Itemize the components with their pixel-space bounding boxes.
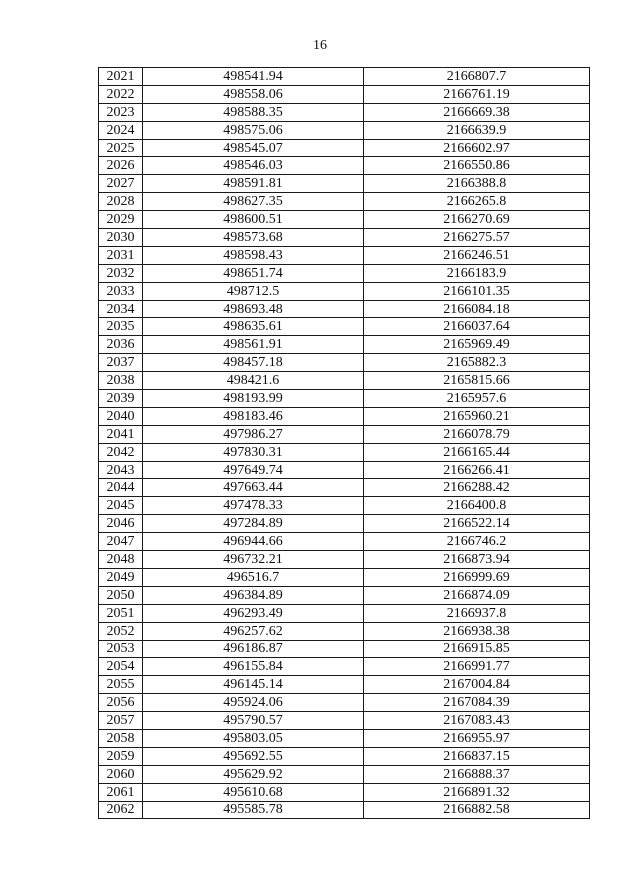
table-row — [99, 282, 590, 300]
point-number-cell: 2051 — [99, 604, 143, 622]
x-coordinate-cell: 495629.92 — [143, 765, 364, 783]
x-coordinate-cell: 498627.35 — [143, 193, 364, 211]
table-row — [99, 264, 590, 282]
y-coordinate-cell: 2167004.84 — [364, 676, 590, 694]
point-number-cell: 2052 — [99, 622, 143, 640]
y-coordinate-cell: 2166955.97 — [364, 729, 590, 747]
y-coordinate-cell: 2166891.32 — [364, 783, 590, 801]
table-row — [99, 103, 590, 121]
x-coordinate-cell: 498183.46 — [143, 407, 364, 425]
y-coordinate-cell: 2166265.8 — [364, 193, 590, 211]
point-number-cell: 2053 — [99, 640, 143, 658]
point-number-cell: 2039 — [99, 390, 143, 408]
y-coordinate-cell: 2166288.42 — [364, 479, 590, 497]
point-number-cell: 2025 — [99, 139, 143, 157]
x-coordinate-cell: 498545.07 — [143, 139, 364, 157]
y-coordinate-cell: 2166037.64 — [364, 318, 590, 336]
x-coordinate-cell: 497284.89 — [143, 515, 364, 533]
x-coordinate-cell: 498573.68 — [143, 229, 364, 247]
y-coordinate-cell: 2166761.19 — [364, 85, 590, 103]
point-number-cell: 2037 — [99, 354, 143, 372]
y-coordinate-cell: 2165957.6 — [364, 390, 590, 408]
y-coordinate-cell: 2166246.51 — [364, 246, 590, 264]
table-body — [99, 68, 590, 819]
y-coordinate-cell: 2165815.66 — [364, 372, 590, 390]
x-coordinate-cell: 496257.62 — [143, 622, 364, 640]
point-number-cell: 2024 — [99, 121, 143, 139]
x-coordinate-cell: 496155.84 — [143, 658, 364, 676]
point-number-cell: 2058 — [99, 729, 143, 747]
x-coordinate-cell: 497478.33 — [143, 497, 364, 515]
table-row — [99, 193, 590, 211]
x-coordinate-cell: 498541.94 — [143, 68, 364, 86]
table-row — [99, 229, 590, 247]
point-number-cell: 2060 — [99, 765, 143, 783]
y-coordinate-cell: 2167083.43 — [364, 712, 590, 730]
y-coordinate-cell: 2166400.8 — [364, 497, 590, 515]
x-coordinate-cell: 498591.81 — [143, 175, 364, 193]
y-coordinate-cell: 2166991.77 — [364, 658, 590, 676]
y-coordinate-cell: 2166078.79 — [364, 425, 590, 443]
point-number-cell: 2048 — [99, 551, 143, 569]
y-coordinate-cell: 2166746.2 — [364, 533, 590, 551]
point-number-cell: 2032 — [99, 264, 143, 282]
table-row — [99, 372, 590, 390]
table-row — [99, 425, 590, 443]
y-coordinate-cell: 2166550.86 — [364, 157, 590, 175]
x-coordinate-cell: 497830.31 — [143, 443, 364, 461]
point-number-cell: 2043 — [99, 461, 143, 479]
x-coordinate-cell: 498635.61 — [143, 318, 364, 336]
x-coordinate-cell: 496732.21 — [143, 551, 364, 569]
x-coordinate-cell: 498193.99 — [143, 390, 364, 408]
table-row — [99, 694, 590, 712]
y-coordinate-cell: 2166915.85 — [364, 640, 590, 658]
table-row — [99, 515, 590, 533]
y-coordinate-cell: 2166669.38 — [364, 103, 590, 121]
point-number-cell: 2021 — [99, 68, 143, 86]
y-coordinate-cell: 2166873.94 — [364, 551, 590, 569]
y-coordinate-cell: 2166266.41 — [364, 461, 590, 479]
y-coordinate-cell: 2166882.58 — [364, 801, 590, 819]
y-coordinate-cell: 2166388.8 — [364, 175, 590, 193]
x-coordinate-cell: 498600.51 — [143, 211, 364, 229]
y-coordinate-cell: 2166165.44 — [364, 443, 590, 461]
point-number-cell: 2055 — [99, 676, 143, 694]
y-coordinate-cell: 2166270.69 — [364, 211, 590, 229]
y-coordinate-cell: 2166101.35 — [364, 282, 590, 300]
x-coordinate-cell: 497663.44 — [143, 479, 364, 497]
x-coordinate-cell: 497986.27 — [143, 425, 364, 443]
y-coordinate-cell: 2166275.57 — [364, 229, 590, 247]
table-row — [99, 407, 590, 425]
point-number-cell: 2045 — [99, 497, 143, 515]
x-coordinate-cell: 498712.5 — [143, 282, 364, 300]
table-row — [99, 801, 590, 819]
y-coordinate-cell: 2166874.09 — [364, 586, 590, 604]
table-row — [99, 443, 590, 461]
x-coordinate-cell: 496384.89 — [143, 586, 364, 604]
page-number: 16 — [313, 38, 327, 53]
y-coordinate-cell: 2166522.14 — [364, 515, 590, 533]
point-number-cell: 2046 — [99, 515, 143, 533]
table-row — [99, 390, 590, 408]
point-number-cell: 2049 — [99, 568, 143, 586]
y-coordinate-cell: 2166888.37 — [364, 765, 590, 783]
table-row — [99, 604, 590, 622]
y-coordinate-cell: 2165960.21 — [364, 407, 590, 425]
table-row — [99, 783, 590, 801]
x-coordinate-cell: 495924.06 — [143, 694, 364, 712]
table-row — [99, 497, 590, 515]
point-number-cell: 2040 — [99, 407, 143, 425]
y-coordinate-cell: 2167084.39 — [364, 694, 590, 712]
x-coordinate-cell: 498693.48 — [143, 300, 364, 318]
point-number-cell: 2026 — [99, 157, 143, 175]
table-row — [99, 157, 590, 175]
coordinates-table — [98, 67, 590, 819]
point-number-cell: 2047 — [99, 533, 143, 551]
point-number-cell: 2029 — [99, 211, 143, 229]
y-coordinate-cell: 2166938.38 — [364, 622, 590, 640]
table-row — [99, 658, 590, 676]
table-row — [99, 121, 590, 139]
table-row — [99, 765, 590, 783]
table-row — [99, 211, 590, 229]
table-row — [99, 318, 590, 336]
x-coordinate-cell: 495610.68 — [143, 783, 364, 801]
point-number-cell: 2057 — [99, 712, 143, 730]
point-number-cell: 2036 — [99, 336, 143, 354]
y-coordinate-cell: 2166602.97 — [364, 139, 590, 157]
y-coordinate-cell: 2166807.7 — [364, 68, 590, 86]
table-row — [99, 747, 590, 765]
table-row — [99, 712, 590, 730]
table-row — [99, 676, 590, 694]
table-row — [99, 461, 590, 479]
x-coordinate-cell: 495692.55 — [143, 747, 364, 765]
y-coordinate-cell: 2166639.9 — [364, 121, 590, 139]
x-coordinate-cell: 498457.18 — [143, 354, 364, 372]
point-number-cell: 2038 — [99, 372, 143, 390]
x-coordinate-cell: 498575.06 — [143, 121, 364, 139]
x-coordinate-cell: 496186.87 — [143, 640, 364, 658]
y-coordinate-cell: 2166999.69 — [364, 568, 590, 586]
y-coordinate-cell: 2166837.15 — [364, 747, 590, 765]
point-number-cell: 2050 — [99, 586, 143, 604]
y-coordinate-cell: 2165969.49 — [364, 336, 590, 354]
table-row — [99, 479, 590, 497]
point-number-cell: 2035 — [99, 318, 143, 336]
table-row — [99, 586, 590, 604]
table-row — [99, 68, 590, 86]
point-number-cell: 2054 — [99, 658, 143, 676]
point-number-cell: 2031 — [99, 246, 143, 264]
table-row — [99, 139, 590, 157]
x-coordinate-cell: 496145.14 — [143, 676, 364, 694]
table-row — [99, 336, 590, 354]
table-row — [99, 533, 590, 551]
table-row — [99, 300, 590, 318]
point-number-cell: 2062 — [99, 801, 143, 819]
point-number-cell: 2059 — [99, 747, 143, 765]
point-number-cell: 2034 — [99, 300, 143, 318]
point-number-cell: 2022 — [99, 85, 143, 103]
x-coordinate-cell: 498561.91 — [143, 336, 364, 354]
x-coordinate-cell: 498651.74 — [143, 264, 364, 282]
x-coordinate-cell: 498546.03 — [143, 157, 364, 175]
point-number-cell: 2033 — [99, 282, 143, 300]
y-coordinate-cell: 2166183.9 — [364, 264, 590, 282]
x-coordinate-cell: 496516.7 — [143, 568, 364, 586]
x-coordinate-cell: 497649.74 — [143, 461, 364, 479]
point-number-cell: 2030 — [99, 229, 143, 247]
point-number-cell: 2056 — [99, 694, 143, 712]
y-coordinate-cell: 2166937.8 — [364, 604, 590, 622]
point-number-cell: 2041 — [99, 425, 143, 443]
x-coordinate-cell: 498588.35 — [143, 103, 364, 121]
table-row — [99, 551, 590, 569]
table-row — [99, 354, 590, 372]
table-row — [99, 640, 590, 658]
point-number-cell: 2023 — [99, 103, 143, 121]
x-coordinate-cell: 495585.78 — [143, 801, 364, 819]
point-number-cell: 2042 — [99, 443, 143, 461]
point-number-cell: 2061 — [99, 783, 143, 801]
y-coordinate-cell: 2165882.3 — [364, 354, 590, 372]
table-row — [99, 622, 590, 640]
table-row — [99, 729, 590, 747]
x-coordinate-cell: 496293.49 — [143, 604, 364, 622]
x-coordinate-cell: 495803.05 — [143, 729, 364, 747]
x-coordinate-cell: 498558.06 — [143, 85, 364, 103]
x-coordinate-cell: 498421.6 — [143, 372, 364, 390]
point-number-cell: 2027 — [99, 175, 143, 193]
table-row — [99, 175, 590, 193]
point-number-cell: 2044 — [99, 479, 143, 497]
table-row — [99, 246, 590, 264]
y-coordinate-cell: 2166084.18 — [364, 300, 590, 318]
x-coordinate-cell: 495790.57 — [143, 712, 364, 730]
x-coordinate-cell: 496944.66 — [143, 533, 364, 551]
table-row — [99, 85, 590, 103]
table-row — [99, 568, 590, 586]
x-coordinate-cell: 498598.43 — [143, 246, 364, 264]
point-number-cell: 2028 — [99, 193, 143, 211]
